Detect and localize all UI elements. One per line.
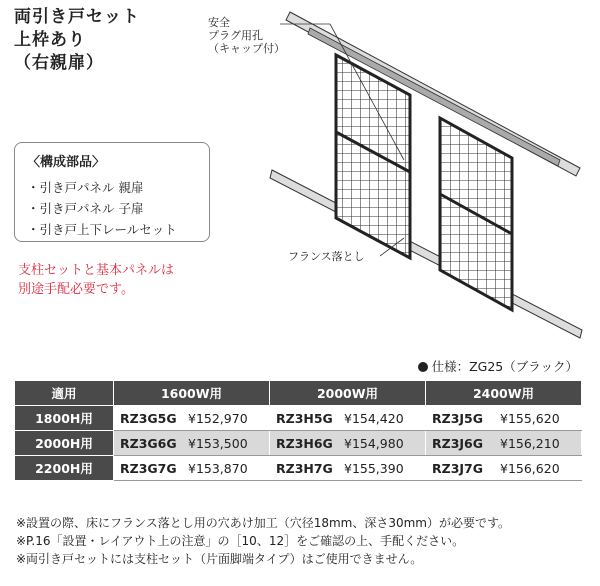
- header-cell: 1600W用: [114, 381, 270, 406]
- product-code: RZ3H7G: [276, 460, 333, 476]
- product-code: RZ3H6G: [276, 435, 333, 451]
- row-label: 1800H用: [15, 406, 114, 431]
- header-cell: 2000W用: [270, 381, 426, 406]
- row-label: 2000H用: [15, 431, 114, 456]
- price-cell: [426, 431, 582, 456]
- price: ¥156,620: [500, 460, 560, 476]
- title-line-2: 上枠あり: [14, 30, 86, 50]
- bullet-icon: [418, 362, 428, 372]
- price-cell: [114, 456, 270, 481]
- spec-label: [418, 357, 578, 375]
- title-line-3: （右親扉）: [14, 53, 104, 73]
- footnote: ※P.16「設置・レイアウト上の注意」の［10、12］をご確認の上、手配ください。: [16, 534, 465, 548]
- product-code: RZ3J6G: [432, 435, 483, 451]
- price: ¥153,500: [188, 435, 248, 451]
- price: ¥153,870: [188, 460, 248, 476]
- price: ¥154,420: [344, 410, 404, 426]
- product-code: RZ3H5G: [276, 410, 333, 426]
- product-code: RZ3G7G: [120, 460, 177, 476]
- drop-bolt-callout: フランス落とし: [288, 250, 365, 263]
- price-cell: [114, 406, 270, 431]
- component-item: ・引き戸上下レールセット: [27, 222, 177, 237]
- price-cell: [270, 456, 426, 481]
- product-code: RZ3G5G: [120, 410, 177, 426]
- safety-plug-callout: [208, 16, 285, 55]
- price: ¥152,970: [188, 410, 248, 426]
- component-item: ・引き戸パネル 子扉: [27, 201, 144, 216]
- product-code: RZ3J5G: [432, 410, 483, 426]
- table-header-row: [15, 381, 582, 406]
- title-line-1: 両引き戸セット: [14, 7, 140, 27]
- notice-line-2: 別途手配必要です。: [18, 282, 134, 297]
- price-cell: [426, 456, 582, 481]
- row-label: 2200H用: [15, 456, 114, 481]
- footnote: ※設置の際、床にフランス落とし用の穴あけ加工（穴径18mm、深さ30mm）が必要です。: [16, 516, 511, 530]
- price-cell: [270, 406, 426, 431]
- callout-safety-line-2: プラグ用孔: [208, 29, 263, 42]
- price-table: [14, 380, 582, 481]
- price-cell: [270, 431, 426, 456]
- spec-text: 仕様：ZG25（ブラック）: [431, 359, 578, 374]
- table-row: [15, 431, 582, 456]
- separate-order-notice: [18, 261, 174, 299]
- price: ¥155,620: [500, 410, 560, 426]
- notice-line-1: 支柱セットと基本パネルは: [18, 263, 175, 278]
- product-code: RZ3G6G: [120, 435, 177, 451]
- footnote: ※両引き戸セットには支柱セット（片面脚端タイプ）はご使用できません。: [16, 552, 423, 566]
- price: ¥156,210: [500, 435, 560, 451]
- price-cell: [114, 431, 270, 456]
- callout-safety-line-3: （キャップ付）: [208, 42, 285, 55]
- table-row: [15, 456, 582, 481]
- price: ¥154,980: [344, 435, 404, 451]
- component-item: ・引き戸パネル 親扉: [27, 180, 144, 195]
- components-box: [14, 142, 210, 242]
- price: ¥155,390: [344, 460, 404, 476]
- components-list: [27, 177, 177, 240]
- header-cell: 適用: [15, 381, 114, 406]
- parent-door-panel: [336, 55, 410, 258]
- child-door-panel: [440, 118, 512, 310]
- components-heading: 〈構成部品〉: [27, 155, 106, 170]
- product-code: RZ3J7G: [432, 460, 483, 476]
- header-cell: 2400W用: [426, 381, 582, 406]
- callout-safety-line-1: 安全: [208, 16, 230, 29]
- table-row: [15, 406, 582, 431]
- footnotes: [16, 514, 510, 568]
- price-cell: [426, 406, 582, 431]
